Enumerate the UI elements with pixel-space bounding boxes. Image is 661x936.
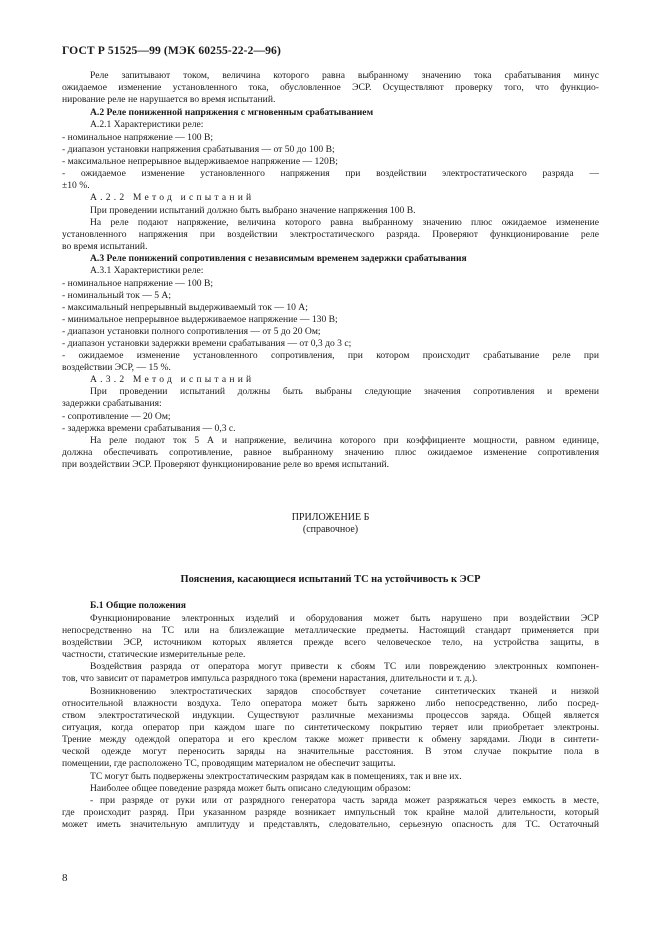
page-number: 8 xyxy=(62,872,68,884)
text-line: во время испытаний. xyxy=(62,241,148,252)
section-heading: А.2 Реле пониженной напряжения с мгновенным срабатыванием xyxy=(90,107,374,118)
list-item: - диапазон установки полного сопротивления — от 5 до 20 Ом; xyxy=(62,326,321,337)
appendix-subtitle: (справочное) xyxy=(302,524,359,535)
text-line: На реле подают напряжение, величина которого равна выбранному значению плюс ожидаемое изменение xyxy=(90,217,599,228)
text-line: должна обеспечивать сопротивление, равное выбранному значению плюс ожидаемое изменение сопротивления xyxy=(62,447,599,458)
text-line: может иметь значительную амплитуду и представлять, следовательно, серьезную опасность для ТС. Остаточный xyxy=(62,819,599,830)
text-line: тов, что зависит от параметров импульса разрядного тока (времени нарастания, длительности и т. д.). xyxy=(62,673,478,684)
text-line: нирование реле не нарушается во время испытаний. xyxy=(62,94,276,105)
text-line: ческой одежде могут переносить заряды на значительные расстояния. В этом случае покрытие пола в xyxy=(62,746,599,757)
list-item: - ожидаемое изменение установленного напряжения при воздействии электростатического разряда — xyxy=(62,168,599,179)
text-line: непосредственно на ТС или на близлежащие металлические предметы. Настоящий стандарт применяется при xyxy=(62,625,599,636)
text-line: ожидаемое изменение установленного тока, обусловленное ЭСР. Осуществляют проверку того, что функцио- xyxy=(62,82,599,93)
text-line: Возникновению электростатических зарядов способствует сочетание синтетических тканей и низкой xyxy=(90,686,599,697)
text-line: Наиболее общее поведение разряда может быть описано следующим образом: xyxy=(90,783,411,794)
text-line: ством электростатической индукции. Существуют различные механизмы процессов заряда. Общей является xyxy=(62,710,599,721)
text-line: где происходит разряд. При указанном разряде возникает импульсный ток крайне малой длительности, который xyxy=(62,807,599,818)
text-line: Трение между одеждой оператора и его креслом также может привести к обмену зарядами. Люди в синтети- xyxy=(62,734,599,745)
list-item: - диапазон установки напряжения срабатывания — от 50 до 100 В; xyxy=(62,144,335,155)
list-item: - сопротивление — 20 Ом; xyxy=(62,411,171,422)
list-item: - номинальное напряжение — 100 В; xyxy=(62,132,214,143)
appendix-title: ПРИЛОЖЕНИЕ Б xyxy=(291,512,370,523)
text-line: задержки срабатывания: xyxy=(62,398,162,409)
text-line: На реле подают ток 5 А и напряжение, величина которого при коэффициенте мощности, равном единице, xyxy=(90,435,599,446)
text-line: ТС могут быть подвержены электростатическим разрядам как в помещениях, так и вне их. xyxy=(90,771,462,782)
text-line: А.3.1 Характеристики реле: xyxy=(90,265,204,276)
text-line: Реле запитывают током, величина которого равна выбранному значению тока срабатывания минус xyxy=(90,70,599,81)
text-line: воздействии ЭСР, источником которых является прежде всего человеческое тело, на устройства защиты, в xyxy=(62,637,599,648)
text-line: А.2.1 Характеристики реле: xyxy=(90,119,204,130)
text-line: Функционирование электронных изделий и оборудования может быть нарушено при воздействии ЭСР xyxy=(90,613,599,624)
list-item: - номинальный ток — 5 А; xyxy=(62,290,172,301)
text-line: частности, статические измерительные реле. xyxy=(62,649,246,660)
text-line: Воздействия разряда от оператора могут привести к сбоям ТС или повреждению электронных компонен- xyxy=(90,661,599,672)
list-item: - диапазон установки задержки времени срабатывания — от 0,3 до 3 с; xyxy=(62,338,352,349)
section-heading: А.3 Реле понижений сопротивления с независимым временем задержки срабатывания xyxy=(90,253,467,264)
section-heading: Б.1 Общие положения xyxy=(90,600,186,611)
text-line: воздействии ЭСР, — 15 %. xyxy=(62,362,171,373)
list-item: - номинальное напряжение — 100 В; xyxy=(62,278,214,289)
text-line: относительной влажности воздуха. Тело оператора может быть заряжено либо непосредственно, либо посред- xyxy=(62,698,599,709)
list-item: - при разряде от руки или от разрядного генератора часть заряда может разряжаться через емкость в месте, xyxy=(90,795,599,806)
appendix-heading: Пояснения, касающиеся испытаний ТС на устойчивость к ЭСР xyxy=(180,574,481,585)
page-header-title: ГОСТ Р 51525—99 (МЭК 60255-22-2—96) xyxy=(62,44,281,57)
list-item: - ожидаемое изменение установленного сопротивления, при котором происходит срабатывание реле при xyxy=(62,350,599,361)
section-subheading: А.3.2 Метод испытаний xyxy=(90,374,255,385)
section-subheading: А.2.2 Метод испытаний xyxy=(90,192,255,203)
text-line: При проведении испытаний должно быть выбрано значение напряжения 100 В. xyxy=(90,205,416,216)
text-line: помещении, где расположено ТС, проводящим материалом не обеспечит защиты. xyxy=(62,758,396,769)
text-line: ±10 %. xyxy=(62,180,90,191)
list-item: - минимальное непрерывное выдерживаемое напряжение — 130 В; xyxy=(62,314,338,325)
list-item: - максимальное непрерывное выдерживаемое напряжение — 120В; xyxy=(62,156,338,167)
list-item: - задержка времени срабатывания — 0,3 с. xyxy=(62,423,236,434)
text-line: При проведении испытаний должны быть выбраны следующие значения сопротивления и времени xyxy=(90,386,599,397)
list-item: - максимальный непрерывный выдерживаемый ток — 10 А; xyxy=(62,302,308,313)
text-line: установленного напряжения при воздействии электростатического разряда. Проверяют функционирование реле xyxy=(62,229,599,240)
text-line: при воздействии ЭСР. Проверяют функционирование реле во время испытаний. xyxy=(62,459,390,470)
text-line: ситуация, когда оператор при каждом шаге по синтетическому покрытию теряет или приобретает электроны. xyxy=(62,722,599,733)
